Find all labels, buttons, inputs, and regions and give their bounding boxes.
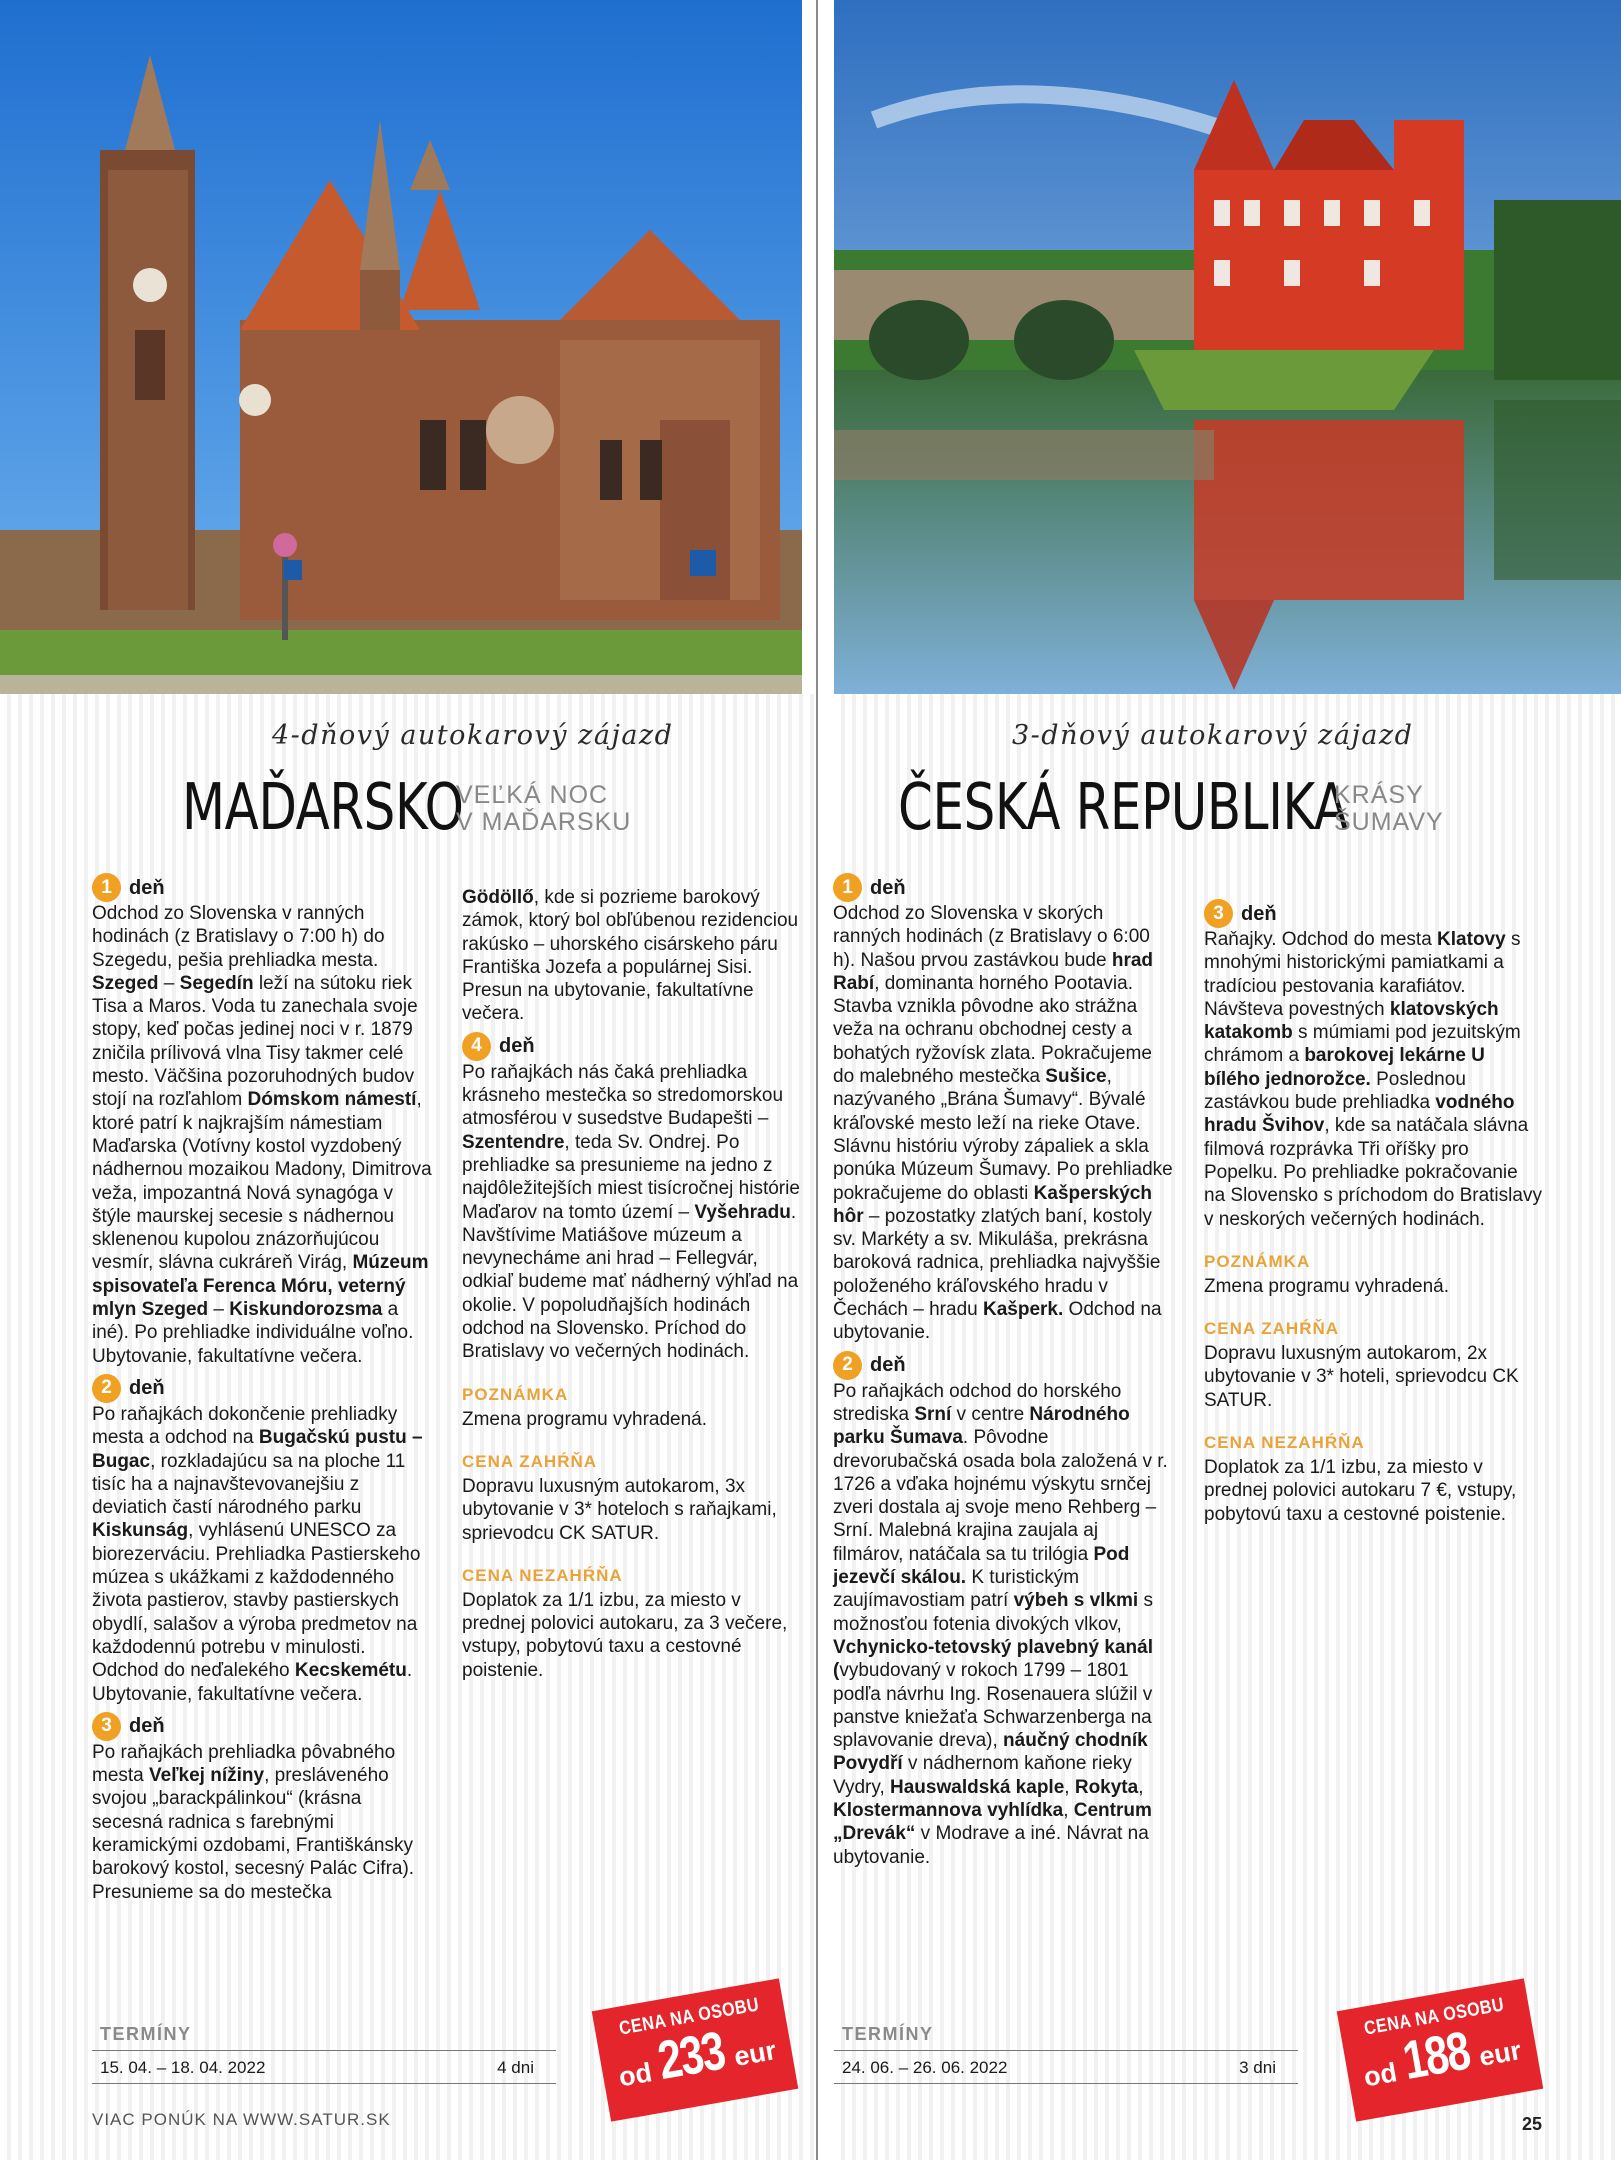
day-4-heading xyxy=(462,1032,802,1061)
right-terms-heading: TERMÍNY xyxy=(842,2024,934,2044)
day-3-text-start: Po raňajkách prehliadka pôvabného mesta Veľkej nížiny, presláveného svojou „barackpálinkou“ (krásna secesná radnica s farebnými keramickými ozdobami, Františkánsky barokový kostol, secesný Palác Cifra). Presunieme sa do mestečka xyxy=(92,1741,415,1903)
day-2-text: Po raňajkách dokončenie prehliadky mesta a odchod na Bugačskú pustu – Bugac, rozkladajúcu sa na ploche 11 tisíc ha a najnavštevovanejšiu z deviatich častí národného parku Kiskunság, vyhlásenú UNESCO za biorezerváciu. Prehliadka Pastierskeho múzea s ukážkami z každodenného života pastierov, stavby pastierskych obydlí, salašov a výroba predmetov na každodennú potrebu v minulosti. Odchod do neďalekého Kecskemétu. Ubytovanie, fakultatívne večera. xyxy=(92,1403,423,1705)
castle-reflection-photo xyxy=(834,0,1621,694)
price-excludes-heading: CENA NEZAHŔŇA xyxy=(462,1565,623,1585)
day-number-badge: 4 xyxy=(462,1032,491,1061)
right-column-2 xyxy=(1204,899,1544,1526)
day-2-text: Po raňajkách odchod do horského strediska Srní v centre Národného parku Šumava. Pôvodne drevorubačská osada bola založená v r. 1726 a vďaka hojnému výskytu srnčej zveri dostala aj svoje meno Rehberg – Srní. Malebná krajina zaujala aj filmárov, natáčala sa tu trilógia Pod jezevčí skálou. K turistickým zaujímavostiam patrí výbeh s vlkmi s možnosťou fotenia divokých vlkov, Vchynicko-tetovský plavebný kanál (vybudovaný v rokoch 1799 – 1801 podľa návrhu Ing. Rosenauera slúžil v panstve kniežaťa Schwarzenberga na splavovanie dreva), náučný chodník Povydří v nádhernom kaňone rieky Vydry, Hauswaldská kaple, Rokyta, Klostermannova vyhlídka, Centrum „Drevák“ v Modrave a iné. Návrat na ubytovanie. xyxy=(833,1380,1168,1868)
right-subtitle: 3-dňový autokarový zájazd xyxy=(1012,720,1414,751)
price-from: od xyxy=(616,2057,655,2093)
day-number-badge: 1 xyxy=(92,873,121,902)
price-includes-text: Dopravu luxusným autokarom, 2x ubytovanie v 3* hoteli, sprievodcu CK SATUR. xyxy=(1204,1343,1519,1411)
day-number-badge: 3 xyxy=(1204,899,1233,928)
day-label: deň xyxy=(870,1354,906,1377)
day-3-heading xyxy=(1204,899,1544,928)
day-number-badge: 1 xyxy=(833,873,862,902)
right-column-1 xyxy=(833,873,1173,1869)
left-term-row xyxy=(92,2050,556,2084)
page-number: 25 xyxy=(1522,2114,1543,2134)
price-currency: eur xyxy=(731,2035,779,2073)
left-title: MAĎARSKO xyxy=(182,771,464,845)
right-tagline-line1: KRÁSY xyxy=(1334,781,1424,809)
price-includes-text: Dopravu luxusným autokarom, 3x ubytovanie v 3* hoteloch s raňajkami, sprievodcu CK SATUR. xyxy=(462,1475,777,1544)
left-tagline-line2: V MAĎARSKU xyxy=(456,808,632,836)
price-excludes-heading: CENA NEZAHŔŇA xyxy=(1204,1433,1365,1453)
day-3-heading xyxy=(92,1712,432,1741)
day-3-text-cont: Gödöllő, kde si pozrieme barokový zámok, ktorý bol obľúbenou rezidenciou rakúsko – uhorského cisárskeho páru Františka Jozefa a populárnej Sisi. Presun na ubytovanie, fakultatívne večera. xyxy=(462,887,799,1025)
day-1-heading xyxy=(833,873,1173,902)
price-label: CENA NA OSOBU xyxy=(1362,1994,1506,2040)
term-duration: 3 dni xyxy=(1239,2058,1276,2077)
term-dates: 15. 04. – 18. 04. 2022 xyxy=(100,2058,266,2077)
price-includes-heading: CENA ZAHŔŇA xyxy=(462,1451,598,1471)
price-from: od xyxy=(1361,2057,1400,2093)
page-divider xyxy=(816,0,834,2160)
day-2-heading xyxy=(92,1374,432,1403)
left-subtitle: 4-dňový autokarový zájazd xyxy=(272,720,674,751)
price-includes-heading: CENA ZAHŔŇA xyxy=(1204,1319,1340,1339)
day-1-text: Odchod zo Slovenska v ranných hodinách (z Bratislavy o 7:00 h) do Szegedu, pešia prehliadka mesta. Szeged – Segedín leží na sútoku riek Tisa a Maros. Voda tu zanechala svoje stopy, keď počas jedinej noci v r. 1879 zničila prílivová vlna Tisy takmer celé mesto. Väčšina pozoruhodných budov stojí na rozľahlom Dómskom námestí, ktoré patrí k najkrajším námestiam Maďarska (Votívny kostol vyzdobený nádhernou mozaikou Madony, Dimitrova veža, impozantná Nová synagóga v štýle maurskej secesie s nádhernou sklenenou kupolou znázorňujúcou vesmír, slávna cukráreň Virág, Múzeum spisovateľa Ferenca Móru, veterný mlyn Szeged – Kiskundorozsma a iné). Po prehliadke individuálne voľno. Ubytovanie, fakultatívne večera. xyxy=(92,903,432,1367)
term-duration: 4 dni xyxy=(497,2058,534,2077)
right-tagline xyxy=(1334,782,1444,836)
price-excludes-text: Doplatok za 1/1 izbu, za miesto v prednej polovici autokaru 7 €, vstupy, pobytovú taxu a cestovné poistenie. xyxy=(1204,1457,1517,1525)
day-label: deň xyxy=(129,1377,165,1400)
price-excludes-text: Doplatok za 1/1 izbu, za miesto v prednej polovici autokaru, za 3 večere, vstupy, pobytovú taxu a cestovné poistenie. xyxy=(462,1589,788,1681)
right-term-row xyxy=(834,2050,1298,2084)
term-dates: 24. 06. – 26. 06. 2022 xyxy=(842,2058,1008,2077)
day-3-text: Raňajky. Odchod do mesta Klatovy s mnohými historickými pamiatkami a tradíciou pestovania karafiátov. Návšteva povestných klatovských katakomb s múmiami pod jezuitským chrámom a barokovej lekárne U bílého jednorožce. Poslednou zastávkou bude prehliadka vodného hradu Švihov, kde sa natáčala slávna filmová rozprávka Tři oříšky pro Popelku. Po prehliadke pokračovanie na Slovensko s príchodom do Bratislavy v neskorých večerných hodinách. xyxy=(1204,929,1542,1230)
day-label: deň xyxy=(129,876,165,899)
price-value: 188 xyxy=(1398,2020,1474,2091)
right-title: ČESKÁ REPUBLIKA xyxy=(898,771,1348,845)
day-number-badge: 2 xyxy=(833,1351,862,1380)
day-1-text: Odchod zo Slovenska v skorých ranných hodinách (z Bratislavy o 6:00 h). Našou prvou zastávkou bude hrad Rabí, dominanta horného Pootavia. Stavba vznikla pôvodne ako strážna veža na ochranu obchodnej cesty a bohatých ryžovísk zlata. Pokračujeme do malebného mestečka Sušice, nazývaného „Brána Šumavy“. Bývalé kráľovské mesto leží na rieke Otave. Slávnu históriu výroby zápaliek a skla ponúka Múzeum Šumavy. Po prehliadke pokračujeme do oblasti Kašperských hôr – pozostatky zlatých baní, kostoly sv. Markéty a sv. Mikuláša, prekrásna baroková radnica, prehliadka najvyššie položeného kráľovského hradu v Čechách – hradu Kašperk. Odchod na ubytovanie. xyxy=(833,903,1173,1344)
price-currency: eur xyxy=(1476,2035,1524,2073)
left-terms-heading: TERMÍNY xyxy=(100,2024,192,2044)
day-label: deň xyxy=(129,1715,165,1738)
right-tagline-line2: ŠUMAVY xyxy=(1334,808,1444,836)
price-value: 233 xyxy=(653,2020,729,2091)
day-label: deň xyxy=(1241,902,1277,925)
day-4-text: Po raňajkách nás čaká prehliadka krásneho mestečka so stredomorskou atmosférou v susedstve Budapešti – Szentendre, teda Sv. Ondrej. Po prehliadke sa presunieme na jedno z najdôležitejších miest tisícročnej histórie Maďarov na tomto území – Vyšehradu. Navštívime Matiášove múzeum a nevynecháme ani hrad – Fellegvár, odkiaľ budeme mať nádherný výhľad na okolie. V popoludňajších hodinách odchod na Slovensko. Príchod do Bratislavy vo večerných hodinách. xyxy=(462,1061,800,1363)
day-number-badge: 3 xyxy=(92,1712,121,1741)
left-tagline xyxy=(456,782,631,836)
note-text: Zmena programu vyhradená. xyxy=(462,1408,708,1430)
szeged-cathedral-photo xyxy=(0,0,802,694)
price-label: CENA NA OSOBU xyxy=(617,1994,761,2040)
footer-link-text: VIAC PONÚK NA WWW.SATUR.SK xyxy=(92,2110,391,2129)
note-text: Zmena programu vyhradená. xyxy=(1204,1275,1450,1297)
day-1-heading xyxy=(92,873,432,902)
note-heading: POZNÁMKA xyxy=(1204,1251,1311,1271)
day-label: deň xyxy=(499,1035,535,1058)
note-heading: POZNÁMKA xyxy=(462,1384,569,1404)
left-column-2 xyxy=(462,886,802,1682)
day-2-heading xyxy=(833,1351,1173,1380)
left-tagline-line1: VEĽKÁ NOC xyxy=(456,781,609,809)
day-number-badge: 2 xyxy=(92,1374,121,1403)
day-label: deň xyxy=(870,876,906,899)
left-column-1 xyxy=(92,873,432,1904)
